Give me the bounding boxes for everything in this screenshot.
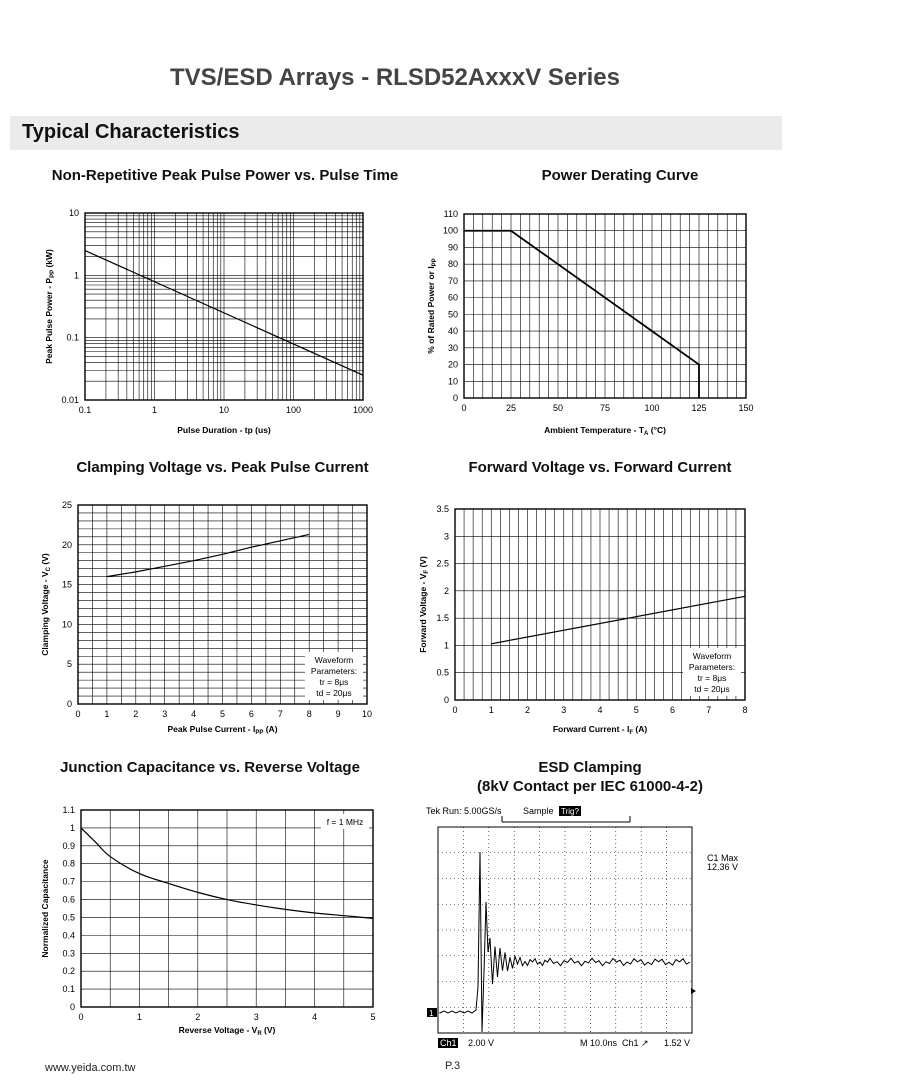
y-tick-label: 0.1 bbox=[62, 984, 75, 995]
x-tick-label: 10 bbox=[361, 709, 373, 719]
y-tick-label: 1 bbox=[443, 640, 449, 651]
annotation-text: tr = 8μs bbox=[319, 677, 349, 687]
y-tick-label: 0.1 bbox=[66, 332, 79, 343]
trigger-level-arrow-icon bbox=[691, 988, 696, 994]
scope-trig-text: Trig? bbox=[561, 807, 579, 816]
x-tick-label: 1 bbox=[151, 405, 158, 415]
y-tick-label: 2 bbox=[443, 585, 449, 596]
y-axis-label-sub: C bbox=[46, 566, 52, 572]
y-tick-label: 0.8 bbox=[62, 858, 75, 869]
x-axis-label: Forward Current - $I_F$ (A) bbox=[552, 724, 648, 736]
x-tick-label: 9 bbox=[335, 709, 341, 719]
x-axis-label: Pulse Duration - tp (us) bbox=[177, 425, 271, 435]
annotation-text: Waveform bbox=[692, 651, 732, 661]
y-tick-label: 110 bbox=[443, 209, 458, 219]
y-tick-label: 0 bbox=[69, 1002, 75, 1012]
chart-title-derating: Power Derating Curve bbox=[541, 167, 699, 184]
x-tick-label: 3 bbox=[253, 1012, 259, 1022]
x-tick-label: 1 bbox=[104, 709, 110, 719]
x-tick-label: 75 bbox=[599, 403, 611, 413]
annotation-text: Waveform bbox=[314, 655, 354, 665]
x-axis-label-unit: (V) bbox=[261, 1025, 276, 1035]
esd-oscilloscope-capture bbox=[420, 802, 760, 1050]
x-tick-label: 3 bbox=[561, 705, 567, 715]
timebase: M 10.0ns bbox=[580, 1038, 618, 1048]
ch1-tag: Ch1 bbox=[440, 1038, 457, 1048]
annotation-text: f = 1 MHz bbox=[326, 817, 364, 827]
grid-lines bbox=[464, 214, 746, 398]
ch1-scale: 2.00 V bbox=[468, 1038, 495, 1048]
x-tick-label: 7 bbox=[277, 709, 283, 719]
x-tick-label: 4 bbox=[597, 705, 603, 715]
y-tick-label: 3.5 bbox=[436, 504, 449, 514]
y-tick-label: 3 bbox=[443, 531, 449, 542]
y-axis-label: % of Rated Power or $I_{PP}$ bbox=[426, 258, 438, 354]
chart-title-pulse-power: Non-Repetitive Peak Pulse Power vs. Pulse Time bbox=[51, 167, 399, 184]
x-tick-label: 0 bbox=[75, 709, 81, 719]
grid-lines bbox=[85, 213, 363, 400]
y-tick-label: 70 bbox=[447, 275, 458, 286]
x-axis-label-unit: (°C) bbox=[648, 425, 666, 435]
y-tick-label: 0.4 bbox=[62, 930, 75, 941]
x-tick-label: 1 bbox=[488, 705, 494, 715]
section-title: Typical Characteristics bbox=[22, 121, 240, 143]
y-tick-label: 1 bbox=[69, 822, 75, 833]
y-tick-label: 90 bbox=[447, 242, 458, 253]
x-tick-label: 5 bbox=[370, 1012, 376, 1022]
y-axis-label: Peak Pulse Power - $P_{PP}$ (kW) bbox=[44, 249, 56, 364]
y-tick-label: 30 bbox=[447, 342, 458, 353]
y-tick-label: 20 bbox=[447, 359, 458, 370]
graticule-frame bbox=[438, 827, 692, 1033]
c1-max-value: 12.36 V bbox=[707, 862, 739, 872]
x-tick-label: 2 bbox=[195, 1012, 201, 1022]
x-tick-label: 2 bbox=[524, 705, 531, 715]
y-axis-label-unit: (V) bbox=[40, 553, 50, 567]
x-tick-label: 100 bbox=[285, 405, 302, 415]
y-tick-label: 1.1 bbox=[62, 805, 75, 815]
x-axis-label-sub: PP bbox=[255, 730, 264, 736]
y-tick-label: 25 bbox=[61, 500, 72, 510]
y-tick-label: 100 bbox=[442, 225, 458, 236]
y-axis-label-sub: PP bbox=[50, 269, 56, 278]
chart-forward-voltage bbox=[410, 495, 770, 740]
x-tick-label: 150 bbox=[738, 403, 754, 413]
x-tick-label: 4 bbox=[312, 1012, 318, 1022]
x-tick-label: 125 bbox=[691, 403, 707, 413]
y-tick-label: 1 bbox=[73, 270, 79, 281]
y-tick-label: 0 bbox=[452, 393, 458, 403]
annotation-text: Parameters: bbox=[310, 666, 358, 676]
y-tick-label: 10 bbox=[61, 619, 72, 630]
x-tick-label: 3 bbox=[162, 709, 168, 719]
annotation-text: td = 20μs bbox=[694, 684, 730, 694]
chart-clamping-voltage bbox=[30, 490, 410, 740]
y-tick-label: 80 bbox=[447, 259, 458, 270]
x-tick-label: 5 bbox=[633, 705, 639, 715]
chart-pulse-power bbox=[30, 200, 410, 445]
x-tick-label: 4 bbox=[191, 709, 197, 719]
y-tick-label: 0.2 bbox=[62, 966, 75, 977]
y-tick-label: 40 bbox=[447, 326, 458, 337]
y-axis-label: Forward Voltage - $V_F$ (V) bbox=[418, 556, 430, 653]
x-axis-label-sub: R bbox=[257, 1031, 262, 1037]
x-axis-label-unit: (A) bbox=[633, 724, 648, 734]
c1-max-label: C1 Max bbox=[707, 853, 739, 863]
y-axis-label-unit: (kW) bbox=[44, 249, 54, 270]
scope-graticule bbox=[438, 827, 692, 1033]
annotation-text: Parameters: bbox=[688, 662, 736, 672]
x-tick-label: 6 bbox=[248, 709, 254, 719]
chart-title-forward: Forward Voltage vs. Forward Current bbox=[468, 459, 732, 476]
x-axis-label: Ambient Temperature - $T_A$ (°C) bbox=[544, 425, 666, 437]
x-tick-label: 6 bbox=[669, 705, 676, 715]
trigger-source: Ch1 ↗ bbox=[622, 1038, 649, 1048]
y-tick-label: 0 bbox=[443, 695, 449, 705]
x-tick-label: 8 bbox=[742, 705, 748, 715]
y-axis-label: Clamping Voltage - $V_C$ (V) bbox=[40, 553, 52, 656]
chart-title-capacitance: Junction Capacitance vs. Reverse Voltage bbox=[60, 759, 360, 776]
ch1-marker: 1 bbox=[429, 1009, 434, 1018]
esd-title: ESD Clamping bbox=[538, 759, 642, 776]
y-tick-label: 50 bbox=[447, 309, 458, 320]
y-tick-label: 5 bbox=[66, 659, 72, 670]
x-tick-label: 50 bbox=[552, 403, 564, 413]
annotation-text: tr = 8μs bbox=[697, 673, 727, 683]
x-tick-label: 1000 bbox=[352, 405, 374, 415]
x-axis-label: Peak Pulse Current - $I_{PP}$ (A) bbox=[167, 724, 278, 736]
y-tick-label: 1.5 bbox=[436, 613, 449, 624]
y-axis-label-sub: F bbox=[424, 569, 430, 574]
footer-page-number: P.3 bbox=[445, 1060, 461, 1072]
y-tick-label: 60 bbox=[447, 292, 458, 303]
x-tick-label: 0 bbox=[461, 403, 467, 413]
y-tick-label: 0.9 bbox=[62, 840, 75, 851]
y-tick-label: 20 bbox=[61, 539, 72, 550]
x-tick-label: 0 bbox=[452, 705, 458, 715]
x-tick-label: 8 bbox=[306, 709, 312, 719]
y-tick-label: 0.5 bbox=[62, 912, 75, 923]
y-axis-label-unit: (V) bbox=[418, 556, 428, 570]
chart-title-clamping: Clamping Voltage vs. Peak Pulse Current bbox=[76, 459, 369, 476]
x-tick-label: 25 bbox=[505, 403, 517, 413]
x-tick-label: 5 bbox=[219, 709, 226, 719]
x-axis-label-unit: (A) bbox=[263, 724, 278, 734]
x-tick-label: 7 bbox=[706, 705, 712, 715]
y-tick-label: 0.3 bbox=[62, 948, 75, 959]
y-tick-label: 10 bbox=[68, 208, 79, 218]
annotation-text: td = 20μs bbox=[316, 688, 352, 698]
x-axis-label-sub: A bbox=[644, 431, 649, 437]
x-tick-label: 0 bbox=[78, 1012, 84, 1022]
x-tick-label: 100 bbox=[644, 403, 660, 413]
y-tick-label: 2.5 bbox=[436, 558, 449, 569]
y-tick-label: 0.5 bbox=[436, 667, 449, 678]
y-tick-label: 0.01 bbox=[61, 395, 79, 405]
y-tick-label: 10 bbox=[447, 376, 458, 387]
y-axis-label-sub: PP bbox=[432, 258, 438, 267]
y-tick-label: 0 bbox=[66, 699, 72, 709]
esd-subtitle: (8kV Contact per IEC 61000-4-2) bbox=[477, 778, 703, 795]
scope-mode: Sample bbox=[523, 806, 554, 816]
x-tick-label: 10 bbox=[218, 405, 230, 415]
x-tick-label: 1 bbox=[136, 1012, 142, 1022]
y-tick-label: 15 bbox=[61, 579, 72, 590]
scope-sample-rate: Tek Run: 5.00GS/s bbox=[426, 806, 502, 816]
x-axis-label-sub: F bbox=[629, 730, 634, 736]
chart-junction-capacitance bbox=[30, 795, 400, 1040]
x-axis-label: Reverse Voltage - $V_R$ (V) bbox=[178, 1025, 276, 1037]
trigger-level: 1.52 V bbox=[664, 1038, 691, 1048]
x-tick-label: 2 bbox=[133, 709, 139, 719]
document-title: TVS/ESD Arrays - RLSD52AxxxV Series bbox=[170, 64, 620, 91]
y-tick-label: 0.6 bbox=[62, 894, 75, 905]
footer-website: www.yeida.com.tw bbox=[45, 1062, 136, 1074]
y-tick-label: 0.7 bbox=[62, 876, 75, 887]
grid-lines bbox=[81, 810, 373, 1007]
chart-power-derating bbox=[420, 200, 770, 445]
x-tick-label: 0.1 bbox=[78, 405, 92, 415]
y-axis-label: Normalized Capacitance bbox=[40, 859, 50, 958]
